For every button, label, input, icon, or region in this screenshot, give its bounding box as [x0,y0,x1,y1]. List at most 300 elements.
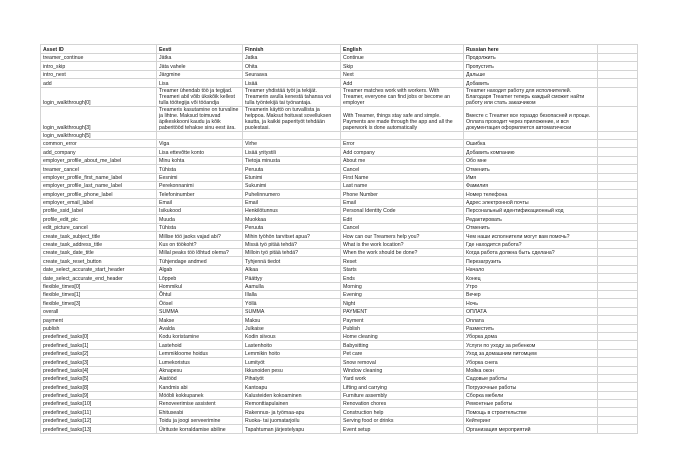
cell-eesti[interactable]: Lisa ettevõtte konto [157,148,243,156]
cell-russian[interactable]: Ошибка [464,139,598,147]
cell-asset-id[interactable]: intro_next [41,70,157,78]
cell-russian[interactable]: Мойка окон [464,366,598,374]
cell-russian[interactable]: Дальше [464,70,598,78]
cell-asset-id[interactable]: date_select_accurate_end_header [41,274,157,282]
cell-eesti[interactable]: Ehituseabi [157,408,243,416]
table-row [41,249,638,257]
cell-english[interactable]: Edit [341,215,464,223]
cell-eesti[interactable]: Muuda [157,215,243,223]
cell-asset-id[interactable]: create_task_reset_button [41,257,157,265]
cell-russian[interactable]: Чем наши исполнители могут вам помочь? [464,232,598,240]
cell-asset-id[interactable]: employer_profile_about_me_label [41,156,157,164]
cell-asset-id[interactable]: employer_profile_phone_label [41,190,157,198]
cell-eesti[interactable]: Järgmine [157,70,243,78]
cell-asset-id[interactable]: predefined_tasks[9] [41,391,157,399]
cell-finnish[interactable]: Lemmikin hoito [243,349,341,357]
cell-asset-id[interactable]: predefined_tasks[5] [41,374,157,382]
cell-eesti[interactable]: Jäta vahele [157,62,243,70]
cell-finnish[interactable]: Rakennus- ja työmaa-apu [243,408,341,416]
table-row [41,62,638,70]
cell-eesti[interactable]: Treameris kasutamine on turvaline ja lihtne. Maksud toimuvad äpikeskkooni kaudu ja kõik paberitööd tehakse sinu eest ära. [157,106,243,131]
cell-finnish[interactable]: Julkaise [243,324,341,332]
cell-finnish[interactable]: Aamulla [243,282,341,290]
cell-empty[interactable] [598,400,638,408]
cell-finnish[interactable]: Sukunimi [243,181,341,189]
cell-english[interactable]: Furniture assembly [341,391,464,399]
cell-finnish[interactable]: SUMMA [243,307,341,315]
cell-empty[interactable] [598,249,638,257]
cell-russian[interactable]: Садовые работы [464,374,598,382]
cell-eesti[interactable]: Viga [157,139,243,147]
cell-eesti[interactable]: Õhtul [157,290,243,298]
cell-finnish[interactable]: Ruoka- tai juomatarjoilu [243,416,341,424]
cell-english[interactable]: Babysitting [341,341,464,349]
cell-eesti[interactable]: Eesnimi [157,173,243,181]
cell-eesti[interactable]: Millise töö jaoks vajad abi? [157,232,243,240]
cell-asset-id[interactable]: profile_ssid_label [41,207,157,215]
cell-eesti[interactable]: Isikukood [157,207,243,215]
cell-empty[interactable] [598,207,638,215]
cell-russian[interactable]: Treamer находит работу для исполнителей. Благодаря Treamer теперь каждый сможет найти работу или стать заказчиком [464,87,598,106]
cell-empty[interactable] [598,70,638,78]
cell-eesti[interactable]: Lumekoristus [157,358,243,366]
cell-finnish[interactable]: Lastenhoito [243,341,341,349]
cell-finnish[interactable]: Tapahtuman järjestelyapu [243,425,341,433]
cell-asset-id[interactable]: login_walkthrough[3] [41,106,157,131]
cell-empty[interactable] [598,324,638,332]
cell-english[interactable]: PAYMENT [341,307,464,315]
cell-finnish[interactable]: Seuraava [243,70,341,78]
cell-english[interactable]: Last name [341,181,464,189]
cell-english[interactable]: Event setup [341,425,464,433]
cell-eesti[interactable] [157,131,243,139]
table-row [41,299,638,307]
cell-eesti[interactable]: Telefoninumber [157,190,243,198]
table-row [41,223,638,231]
cell-russian[interactable] [464,131,598,139]
cell-eesti[interactable]: Aiatööd [157,374,243,382]
cell-finnish[interactable]: Tyhjennä tiedot [243,257,341,265]
cell-eesti[interactable]: Toidu ja joogi serveerimine [157,416,243,424]
cell-english[interactable]: Treamer matches work with workers. With Treamer, everyone can find jobs or become an employer [341,87,464,106]
table-row [41,131,638,139]
cell-empty[interactable] [598,307,638,315]
cell-finnish[interactable]: Jatka [243,54,341,62]
cell-russian[interactable]: Организация мероприятий [464,425,598,433]
cell-empty[interactable] [598,87,638,106]
cell-empty[interactable] [598,290,638,298]
cell-finnish[interactable] [243,131,341,139]
cell-asset-id[interactable]: add [41,79,157,87]
cell-english[interactable]: Ends [341,274,464,282]
table-row [41,324,638,332]
table-row [41,358,638,366]
cell-finnish[interactable]: Virhe [243,139,341,147]
cell-english[interactable]: Construction help [341,408,464,416]
cell-english[interactable]: When the work should be done? [341,249,464,257]
cell-empty[interactable] [598,332,638,340]
table-row [41,139,638,147]
cell-english[interactable]: Window cleaning [341,366,464,374]
cell-finnish[interactable]: Lumityöt [243,358,341,366]
cell-russian[interactable]: Продолжить [464,54,598,62]
table-row [41,240,638,248]
table-row [41,400,638,408]
cell-asset-id[interactable]: overall [41,307,157,315]
cell-russian[interactable]: Услуги по уходу за ребенком [464,341,598,349]
cell-english[interactable]: Pet care [341,349,464,357]
cell-asset-id[interactable]: predefined_tasks[0] [41,332,157,340]
table-row [41,274,638,282]
cell-finnish[interactable]: Peruuta [243,223,341,231]
cell-english[interactable]: Cancel [341,223,464,231]
cell-empty[interactable] [598,232,638,240]
cell-eesti[interactable]: Treamer ühendab töö ja tegijad. Treameri abil võib ükskõik kellest tulla töötegija või tööandja [157,87,243,106]
table-row [41,316,638,324]
cell-english[interactable]: What is the work location? [341,240,464,248]
table-row [41,87,638,106]
cell-english[interactable]: Yard work [341,374,464,382]
table-row [41,54,638,62]
cell-russian[interactable]: Погрузочные работы [464,383,598,391]
header-english[interactable]: English [341,45,464,54]
cell-russian[interactable]: Уборка снега [464,358,598,366]
cell-russian[interactable]: Имя [464,173,598,181]
cell-asset-id[interactable]: common_error [41,139,157,147]
cell-empty[interactable] [598,374,638,382]
cell-english[interactable]: Lifting and carrying [341,383,464,391]
cell-russian[interactable]: Уборка дома [464,332,598,340]
cell-english[interactable]: Add company [341,148,464,156]
cell-english[interactable]: Morning [341,282,464,290]
cell-empty[interactable] [598,106,638,131]
cell-empty[interactable] [598,265,638,273]
cell-finnish[interactable]: Maksu [243,316,341,324]
cell-asset-id[interactable]: predefined_tasks[2] [41,349,157,357]
table-row [41,391,638,399]
cell-empty[interactable] [598,299,638,307]
cell-asset-id[interactable]: predefined_tasks[3] [41,358,157,366]
cell-english[interactable]: Snow removal [341,358,464,366]
cell-empty[interactable] [598,139,638,147]
cell-eesti[interactable]: SUMMA [157,307,243,315]
cell-empty[interactable] [598,274,638,282]
cell-finnish[interactable]: Kodin siivous [243,332,341,340]
cell-finnish[interactable]: Illalla [243,290,341,298]
cell-eesti[interactable]: Tühjendage andmed [157,257,243,265]
cell-english[interactable]: Add [341,79,464,87]
cell-russian[interactable]: ОПЛАТА [464,307,598,315]
cell-finnish[interactable]: Peruuta [243,165,341,173]
cell-eesti[interactable]: Tühista [157,223,243,231]
cell-russian[interactable]: Номер телефона [464,190,598,198]
table-row [41,232,638,240]
cell-asset-id[interactable]: date_select_accurate_start_header [41,265,157,273]
cell-russian[interactable]: Фамилия [464,181,598,189]
cell-empty[interactable] [598,349,638,357]
cell-russian[interactable]: Оплата [464,316,598,324]
table-row [41,307,638,315]
cell-russian[interactable]: Разместить [464,324,598,332]
cell-asset-id[interactable]: employer_email_label [41,198,157,206]
cell-empty[interactable] [598,416,638,424]
cell-english[interactable]: How can our Treamers help you? [341,232,464,240]
table-row [41,282,638,290]
table-row [41,332,638,340]
cell-eesti[interactable]: Jätka [157,54,243,62]
cell-finnish[interactable]: Alkaa [243,265,341,273]
cell-finnish[interactable]: Kalusteiden kokoaminen [243,391,341,399]
cell-russian[interactable]: Вечер [464,290,598,298]
cell-english[interactable]: Personal Identity Code [341,207,464,215]
cell-empty[interactable] [598,341,638,349]
table-row [41,207,638,215]
cell-english[interactable]: Skip [341,62,464,70]
table-row [41,374,638,382]
cell-empty[interactable] [598,54,638,62]
cell-empty[interactable] [598,240,638,248]
cell-empty[interactable] [598,173,638,181]
cell-asset-id[interactable]: login_walkthrough[5] [41,131,157,139]
cell-eesti[interactable]: Kodu koristamine [157,332,243,340]
cell-english[interactable]: Starts [341,265,464,273]
table-row [41,349,638,357]
cell-english[interactable]: Payment [341,316,464,324]
cell-finnish[interactable]: Lisää [243,79,341,87]
cell-finnish[interactable]: Treamerin käyttö on turvallista ja helppoa. Maksut hoituvat sovelluksen kautta, ja kaikki paperityöt tehdään puolestasi. [243,106,341,131]
cell-empty[interactable] [598,257,638,265]
cell-russian[interactable]: Редактировать [464,215,598,223]
cell-eesti[interactable]: Avalda [157,324,243,332]
cell-eesti[interactable]: Makse [157,316,243,324]
cell-english[interactable]: With Treamer, things stay safe and simple. Payments are made through the app and all the paperwork is done automatically [341,106,464,131]
cell-asset-id[interactable]: create_task_address_title [41,240,157,248]
cell-russian[interactable]: Ремонтные работы [464,400,598,408]
cell-russian[interactable]: Обо мне [464,156,598,164]
cell-asset-id[interactable]: predefined_tasks[4] [41,366,157,374]
cell-russian[interactable]: Когда работа должна быть сделана? [464,249,598,257]
cell-empty[interactable] [598,156,638,164]
cell-empty[interactable] [598,131,638,139]
cell-eesti[interactable]: Lõppeb [157,274,243,282]
cell-russian[interactable]: Где находится работа? [464,240,598,248]
table-row [41,181,638,189]
cell-eesti[interactable]: Perekonnanimi [157,181,243,189]
header-empty[interactable] [598,45,638,54]
cell-asset-id[interactable]: publish [41,324,157,332]
cell-finnish[interactable]: Email [243,198,341,206]
header-finnish[interactable]: Finnish [243,45,341,54]
table-row [41,383,638,391]
cell-russian[interactable]: Конец [464,274,598,282]
cell-eesti[interactable]: Email [157,198,243,206]
cell-asset-id[interactable]: login_walkthrough[0] [41,87,157,106]
cell-eesti[interactable]: Renoveerimise assistent [157,400,243,408]
table-row [41,257,638,265]
cell-russian[interactable]: Добавить компанию [464,148,598,156]
cell-english[interactable]: Next [341,70,464,78]
table-row [41,341,638,349]
cell-eesti[interactable]: Lisa [157,79,243,87]
cell-english[interactable]: Error [341,139,464,147]
table-row [41,425,638,433]
table-row [41,215,638,223]
cell-russian[interactable]: Вместе с Treamer все гораздо безопасней и проще. Оплата проходит через приложение, и вся документация оформляется автоматически [464,106,598,131]
cell-english[interactable]: Continue [341,54,464,62]
cell-asset-id[interactable]: predefined_tasks[13] [41,425,157,433]
cell-finnish[interactable]: Lisää yritystili [243,148,341,156]
cell-russian[interactable]: Уход за домашним питомцем [464,349,598,357]
cell-empty[interactable] [598,62,638,70]
cell-eesti[interactable]: Millal peaks töö lõhtud olema? [157,249,243,257]
cell-finnish[interactable]: Pihatyöt [243,374,341,382]
cell-russian[interactable]: Добавить [464,79,598,87]
cell-english[interactable]: Reset [341,257,464,265]
cell-russian[interactable]: Утро [464,282,598,290]
cell-empty[interactable] [598,425,638,433]
cell-english[interactable]: Evening [341,290,464,298]
cell-empty[interactable] [598,215,638,223]
cell-english[interactable]: Publish [341,324,464,332]
cell-finnish[interactable]: Puhelinnumero [243,190,341,198]
cell-eesti[interactable]: Kandmis abi [157,383,243,391]
cell-eesti[interactable]: Tühista [157,165,243,173]
cell-finnish[interactable]: Milloin työ pitää tehdä? [243,249,341,257]
cell-empty[interactable] [598,391,638,399]
cell-empty[interactable] [598,198,638,206]
cell-finnish[interactable]: Muokkaa [243,215,341,223]
cell-empty[interactable] [598,148,638,156]
cell-empty[interactable] [598,358,638,366]
cell-russian[interactable]: Сборка мебели [464,391,598,399]
cell-eesti[interactable]: Öösel [157,299,243,307]
cell-eesti[interactable]: Mööbli kokkupanek [157,391,243,399]
cell-asset-id[interactable]: create_task_date_title [41,249,157,257]
cell-asset-id[interactable]: add_company [41,148,157,156]
cell-empty[interactable] [598,190,638,198]
cell-russian[interactable]: Отменить [464,165,598,173]
cell-finnish[interactable]: Tietoja minusta [243,156,341,164]
cell-russian[interactable]: Адрес электронной почты [464,198,598,206]
cell-finnish[interactable]: Treamer yhdistää työt ja tekijät. Treamerin avulla kenestä tahansa voi tulla työntekijä tai työnantaja. [243,87,341,106]
cell-russian[interactable]: Перезагрузить [464,257,598,265]
cell-finnish[interactable]: Missä työ pitää tehdä? [243,240,341,248]
cell-empty[interactable] [598,165,638,173]
cell-russian[interactable]: Начало [464,265,598,273]
cell-english[interactable]: Night [341,299,464,307]
header-russian[interactable]: Russian here [464,45,598,54]
cell-eesti[interactable]: Lastehoid [157,341,243,349]
cell-asset-id[interactable]: employer_profile_last_name_label [41,181,157,189]
cell-russian[interactable]: Пропустить [464,62,598,70]
cell-finnish[interactable]: Etunimi [243,173,341,181]
cell-finnish[interactable]: Henkilötunnus [243,207,341,215]
cell-finnish[interactable]: Kantoapu [243,383,341,391]
table-row [41,290,638,298]
table-row [41,79,638,87]
cell-empty[interactable] [598,383,638,391]
cell-finnish[interactable]: Yöllä [243,299,341,307]
cell-asset-id[interactable]: edit_picture_cancel [41,223,157,231]
cell-eesti[interactable]: Lemmikloome hoidus [157,349,243,357]
cell-eesti[interactable]: Minu kohta [157,156,243,164]
cell-english[interactable]: Home cleaning [341,332,464,340]
cell-eesti[interactable]: Algab [157,265,243,273]
table-row [41,173,638,181]
cell-asset-id[interactable]: treamer_continue [41,54,157,62]
cell-empty[interactable] [598,223,638,231]
cell-asset-id[interactable]: predefined_tasks[12] [41,416,157,424]
cell-asset-id[interactable]: predefined_tasks[10] [41,400,157,408]
table-row [41,408,638,416]
table-row [41,106,638,131]
cell-english[interactable]: About me [341,156,464,164]
cell-finnish[interactable]: Remonttiapulainen [243,400,341,408]
cell-english[interactable]: Email [341,198,464,206]
cell-asset-id[interactable]: profile_edit_pic [41,215,157,223]
cell-empty[interactable] [598,316,638,324]
cell-asset-id[interactable]: create_task_subject_title [41,232,157,240]
header-asset-id[interactable]: Asset ID [41,45,157,54]
cell-russian[interactable]: Помощь в строительстве [464,408,598,416]
cell-empty[interactable] [598,282,638,290]
cell-eesti[interactable]: Üirituste korraldamise abiline [157,425,243,433]
cell-eesti[interactable]: Hommikul [157,282,243,290]
cell-asset-id[interactable]: predefined_tasks[11] [41,408,157,416]
cell-finnish[interactable]: Päättyy [243,274,341,282]
cell-english[interactable] [341,131,464,139]
cell-finnish[interactable]: Ohita [243,62,341,70]
cell-asset-id[interactable]: treamer_cancel [41,165,157,173]
header-eesti[interactable]: Eesti [157,45,243,54]
cell-asset-id[interactable]: predefined_tasks[8] [41,383,157,391]
cell-empty[interactable] [598,79,638,87]
cell-asset-id[interactable]: flexible_times[3] [41,299,157,307]
table-row [41,366,638,374]
cell-asset-id[interactable]: employer_profile_first_name_label [41,173,157,181]
table-row [41,70,638,78]
cell-english[interactable]: Serving food or drinks [341,416,464,424]
table-row [41,265,638,273]
cell-asset-id[interactable]: flexible_times[1] [41,290,157,298]
spreadsheet-table [40,44,638,434]
cell-finnish[interactable]: Ikkunoiden pesu [243,366,341,374]
cell-asset-id[interactable]: predefined_tasks[1] [41,341,157,349]
cell-asset-id[interactable]: payment [41,316,157,324]
table-row [41,190,638,198]
cell-russian[interactable]: Отменить [464,223,598,231]
table-row [41,416,638,424]
table-row [41,156,638,164]
table-row [41,148,638,156]
cell-english[interactable]: Phone Number [341,190,464,198]
cell-english[interactable]: Cancel [341,165,464,173]
cell-english[interactable]: Renovation chores [341,400,464,408]
cell-empty[interactable] [598,408,638,416]
cell-asset-id[interactable]: intro_skip [41,62,157,70]
cell-english[interactable]: First Name [341,173,464,181]
table-row [41,198,638,206]
cell-finnish[interactable]: Mihin työhön tarvitset apua? [243,232,341,240]
cell-eesti[interactable]: Kus on töökoht? [157,240,243,248]
cell-empty[interactable] [598,181,638,189]
cell-russian[interactable]: Кейтеринг [464,416,598,424]
cell-empty[interactable] [598,366,638,374]
cell-asset-id[interactable]: flexible_times[0] [41,282,157,290]
cell-eesti[interactable]: Aknapesu [157,366,243,374]
cell-russian[interactable]: Персональный идентификационный код [464,207,598,215]
cell-russian[interactable]: Ночь [464,299,598,307]
